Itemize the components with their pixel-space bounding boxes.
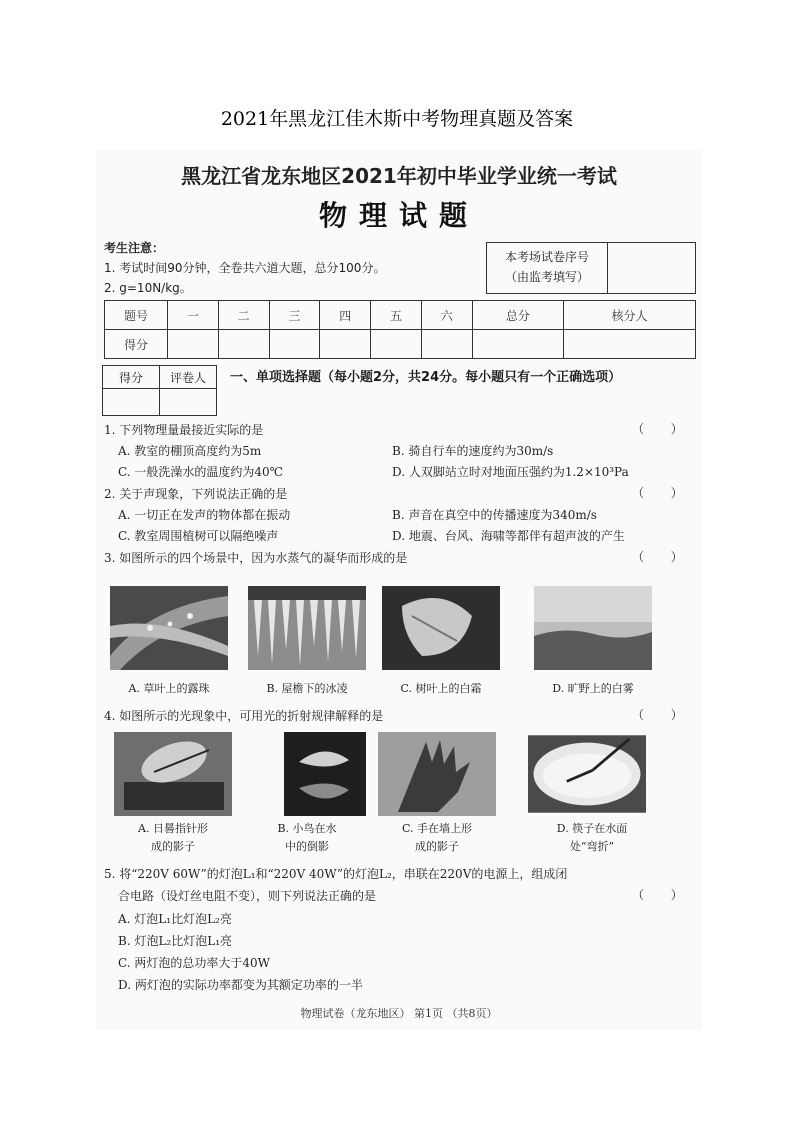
seat-label-line-1: 本考场试卷序号 xyxy=(504,250,589,264)
notice-line-1: 1. 考试时间90分钟，全卷共六道大题，总分100分。 xyxy=(104,261,386,275)
q1-option-a: A. 教室的棚顶高度约为5m xyxy=(118,444,262,458)
score-row-label: 得分 xyxy=(105,330,168,359)
subject-title: 物理试题 xyxy=(318,199,479,232)
page-footer: 物理试卷（龙东地区） 第1页 （共8页） xyxy=(300,1007,498,1020)
scanned-exam-page xyxy=(96,150,702,1030)
seat-number-label xyxy=(487,243,608,293)
q4-caption-c-line-1: C. 手在墙上形 xyxy=(401,822,473,835)
score-header-cell: 三 xyxy=(269,301,320,330)
question-1-stem: 1. 下列物理量最接近实际的是 xyxy=(104,423,264,437)
section-1-heading: 一、单项选择题（每小题2分，共24分。每小题只有一个正确选项） xyxy=(230,370,622,385)
chopsticks-in-water-photo xyxy=(528,732,646,816)
score-table xyxy=(104,300,696,359)
hand-shadow-photo xyxy=(378,732,496,816)
seat-number-box xyxy=(486,242,696,294)
score-header-cell: 五 xyxy=(371,301,422,330)
q3-caption-c: C. 树叶上的白霜 xyxy=(400,682,482,695)
score-header-cell: 一 xyxy=(168,301,219,330)
icicles-photo xyxy=(248,586,366,670)
score-header-cell: 核分人 xyxy=(564,301,696,330)
q4-caption-a xyxy=(103,820,243,856)
grader-label: 评卷人 xyxy=(160,366,217,389)
q2-option-d: D. 地震、台风、海啸等都伴有超声波的产生 xyxy=(392,529,625,543)
frost-leaf-photo xyxy=(382,586,500,670)
section-score-label: 得分 xyxy=(103,366,160,389)
question-3-stem: 3. 如图所示的四个场景中，因为水蒸气的凝华而形成的是 xyxy=(104,551,408,565)
q4-caption-d-line-2: 处“弯折” xyxy=(569,840,615,853)
score-table-header-row xyxy=(105,301,696,330)
score-cell xyxy=(320,330,371,359)
score-cell xyxy=(269,330,320,359)
q5-option-d: D. 两灯泡的实际功率都变为其额定功率的一半 xyxy=(118,978,363,992)
grader-cell xyxy=(160,389,217,416)
score-header-cell: 总分 xyxy=(472,301,563,330)
sundial-photo xyxy=(114,732,232,816)
answer-bracket: （ ） xyxy=(632,888,683,902)
score-header-cell: 六 xyxy=(421,301,472,330)
answer-bracket: （ ） xyxy=(632,708,683,722)
question-5-stem-line-2: 合电路（设灯丝电阻不变），则下列说法正确的是 xyxy=(118,889,377,903)
exam-title: 黑龙江省龙东地区2021年初中毕业学业统一考试 xyxy=(181,164,617,188)
q2-option-c: C. 教室周围植树可以隔绝噪声 xyxy=(118,529,279,543)
notice-line-2: 2. g=10N/kg。 xyxy=(104,281,192,295)
q3-caption-a: A. 草叶上的露珠 xyxy=(128,682,210,695)
section-score-cell xyxy=(103,389,160,416)
score-cell xyxy=(564,330,696,359)
q4-caption-a-line-2: 成的影子 xyxy=(151,840,195,853)
score-cell xyxy=(168,330,219,359)
answer-bracket: （ ） xyxy=(632,550,683,564)
answer-bracket: （ ） xyxy=(632,486,683,500)
seat-label-line-2: （由监考填写） xyxy=(504,270,589,284)
bird-reflection-photo xyxy=(266,732,384,816)
answer-bracket: （ ） xyxy=(632,422,683,436)
score-cell xyxy=(371,330,422,359)
q5-option-b: B. 灯泡L₂比灯泡L₁亮 xyxy=(118,934,233,948)
score-cell xyxy=(421,330,472,359)
q4-caption-b-line-2: 中的倒影 xyxy=(285,840,329,853)
score-cell xyxy=(472,330,563,359)
candidate-notice xyxy=(104,238,385,298)
seat-number-field xyxy=(608,243,695,293)
q4-caption-d xyxy=(522,820,662,856)
section-score-box xyxy=(102,365,217,416)
document-title: 2021年黑龙江佳木斯中考物理真题及答案 xyxy=(220,108,574,130)
score-cell xyxy=(218,330,269,359)
score-header-cell: 四 xyxy=(320,301,371,330)
q4-caption-c xyxy=(367,820,507,856)
question-5-stem-line-1: 5. 将“220V 60W”的灯泡L₁和“220V 40W”的灯泡L₂，串联在220V的电源上，组成闭 xyxy=(104,867,568,881)
score-table-score-row xyxy=(105,330,696,359)
fog-photo xyxy=(534,586,652,670)
score-header-cell: 题号 xyxy=(105,301,168,330)
q4-caption-b xyxy=(237,820,377,856)
q4-caption-a-line-1: A. 日晷指针形 xyxy=(138,822,208,835)
q2-option-a: A. 一切正在发声的物体都在振动 xyxy=(118,508,291,522)
score-header-cell: 二 xyxy=(218,301,269,330)
q2-option-b: B. 声音在真空中的传播速度为340m/s xyxy=(392,508,597,522)
q4-caption-b-line-1: B. 小鸟在水 xyxy=(277,822,337,835)
q4-caption-c-line-2: 成的影子 xyxy=(415,840,459,853)
notice-heading: 考生注意： xyxy=(104,241,165,255)
q1-option-d: D. 人双脚站立时对地面压强约为1.2×10³Pa xyxy=(392,465,629,479)
q1-option-c: C. 一般洗澡水的温度约为40℃ xyxy=(118,465,284,479)
question-2-stem: 2. 关于声现象，下列说法正确的是 xyxy=(104,487,288,501)
q1-option-b: B. 骑自行车的速度约为30m/s xyxy=(392,444,554,458)
dewdrops-photo xyxy=(110,586,228,670)
q3-caption-b: B. 屋檐下的冰凌 xyxy=(266,682,348,695)
q5-option-a: A. 灯泡L₁比灯泡L₂亮 xyxy=(118,912,232,926)
q4-caption-d-line-1: D. 筷子在水面 xyxy=(556,822,628,835)
q3-caption-d: D. 旷野上的白雾 xyxy=(552,682,634,695)
question-4-stem: 4. 如图所示的光现象中，可用光的折射规律解释的是 xyxy=(104,709,384,723)
q5-option-c: C. 两灯泡的总功率大于40W xyxy=(118,956,270,970)
